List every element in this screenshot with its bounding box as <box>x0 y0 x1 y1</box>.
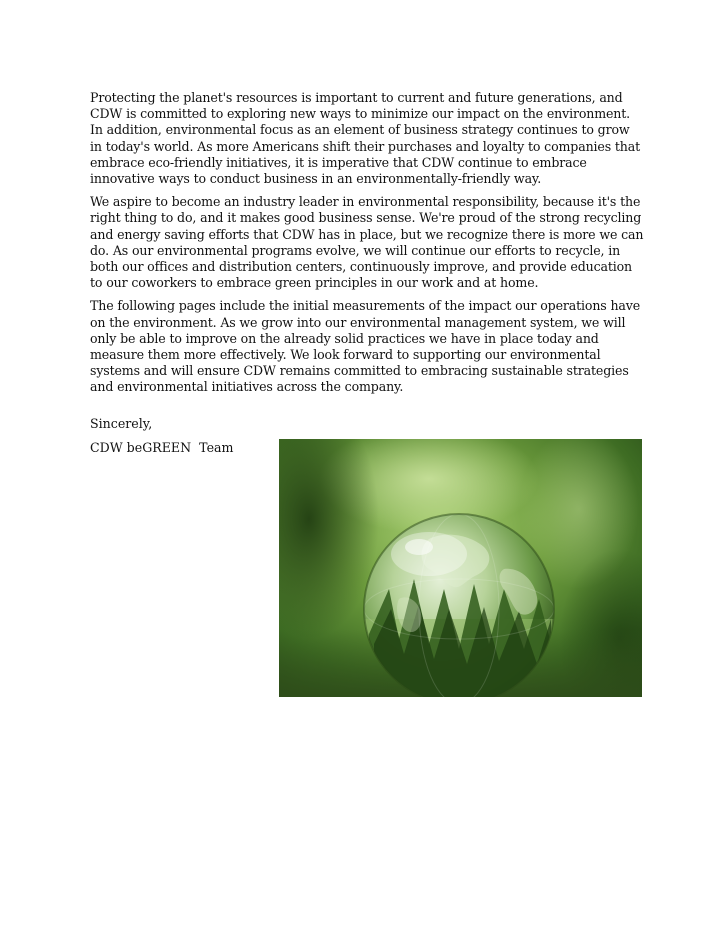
signature: CDW beGREEN Team <box>90 440 234 456</box>
closing-salutation: Sincerely, <box>90 416 153 431</box>
letter-body <box>90 90 645 403</box>
paragraph-1: Protecting the planet's resources is important to current and future generations, and CDW is committed to exploring new ways to minimize our impact on the environment. In addition, environmental focus as an element of business strategy continues to grow in today's world. As more Americans shift their purchases and loyalty to companies that embrace eco-friendly initiatives, it is imperative that CDW continue to embrace innovative ways to conduct business in an environmentally-friendly way. <box>90 90 641 187</box>
letter-closing <box>90 416 233 464</box>
globe-photo <box>279 439 642 697</box>
glass-globe <box>364 514 554 697</box>
paragraph-3: The following pages include the initial measurements of the impact our operations have on the environment. As we grow into our environmental management system, we will only be able to improve on the already solid practices we have in place today and measure them more effectively. We look forward to supporting our environmental systems and will ensure CDW remains committed to embracing sustainable strategies and environmental initiatives across the company. <box>90 298 641 395</box>
paragraph-2: We aspire to become an industry leader in environmental responsibility, because it's the right thing to do, and it makes good business sense. We're proud of the strong recycling and energy saving efforts that CDW has in place, but we recognize there is more we can do. As our environmental programs evolve, we will continue our efforts to recycle, in both our offices and distribution centers, continuously improve, and provide education to our coworkers to embrace green principles in our work and at home. <box>90 194 644 291</box>
